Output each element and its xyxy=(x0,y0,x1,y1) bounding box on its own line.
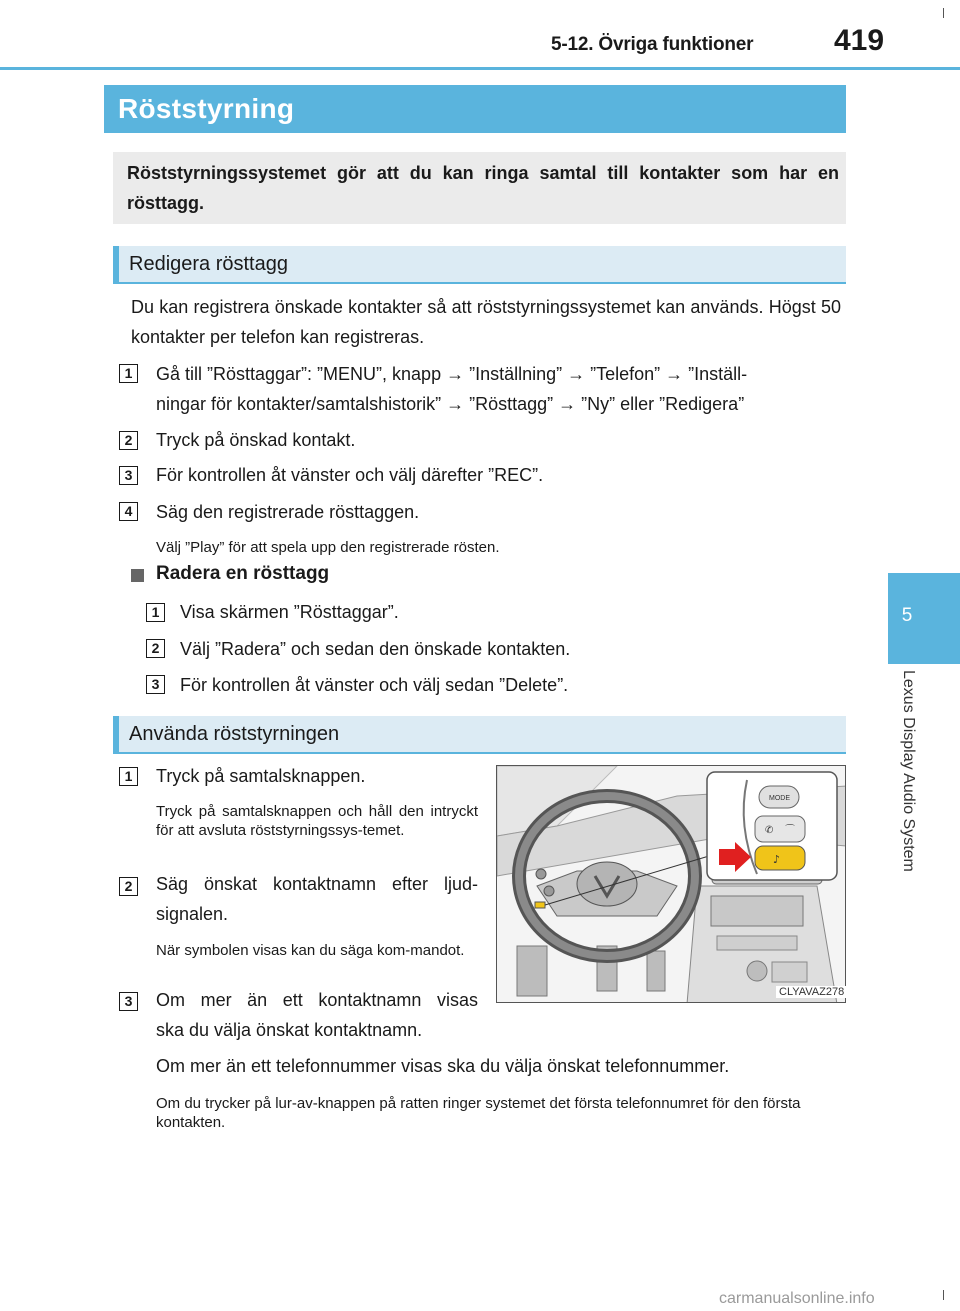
main-heading-bar xyxy=(104,85,846,133)
sub-heading: Radera en rösttagg xyxy=(156,563,330,584)
step-text: Säg den registrerade rösttaggen. xyxy=(156,502,420,522)
crop-mark xyxy=(943,1290,944,1300)
running-header-section: 5-12. Övriga funktioner xyxy=(551,34,754,55)
chapter-title: Lexus Display Audio System xyxy=(900,670,917,872)
step-text: Om mer än ett kontaktnamn visas xyxy=(156,990,478,1010)
step-note: Välj ”Play” för att spela upp den registrerade rösten. xyxy=(156,539,500,556)
substep-text: Visa skärmen ”Rösttaggar”. xyxy=(180,602,399,622)
step-note: När symbolen visas kan du säga kom-mandot. xyxy=(156,942,465,959)
step-text: ningar för kontakter/samtalshistorik” → ”Rösttagg” → ”Ny” eller ”Redigera” xyxy=(156,394,745,414)
main-heading: Röststyrning xyxy=(118,93,295,124)
header-rule xyxy=(0,67,960,70)
section2-paragraph: Om mer än ett telefonnummer visas ska du välja önskat telefonnummer. xyxy=(156,1056,730,1076)
step-text: Tryck på önskad kontakt. xyxy=(156,430,356,450)
step-number-box: 3 xyxy=(119,466,138,485)
section1-paragraph: Du kan registrera önskade kontakter så att röststyrningssystemet kan används. Högst 50 kontakter per telefon kan registreras. xyxy=(131,297,841,347)
intro-text: Röststyrningssystemet gör att du kan ringa samtal till kontakter som har en rösttagg. xyxy=(127,163,839,213)
substep-number-box: 3 xyxy=(146,675,165,694)
substep-text: Välj ”Radera” och sedan den önskade kontakten. xyxy=(180,639,571,659)
section2-note: Om du trycker på lur-av-knappen på ratten ringer systemet det första telefonnumret för den första kontakten. xyxy=(156,1095,801,1131)
step-text: Säg önskat kontaktnamn efter ljud- xyxy=(156,874,478,894)
step-number-box: 3 xyxy=(119,992,138,1011)
dashboard-drawing xyxy=(497,766,846,1003)
step-text: Gå till ”Rösttaggar”: ”MENU”, knapp → ”Inställning” → ”Telefon” → ”Inställ- xyxy=(156,364,748,384)
step-text: För kontrollen åt vänster och välj därefter ”REC”. xyxy=(156,465,544,485)
section-heading-use-voice-control xyxy=(113,716,846,754)
svg-text:♪: ♪ xyxy=(773,853,781,866)
step-number-box: 2 xyxy=(119,877,138,896)
section-heading-text: Använda röststyrningen xyxy=(129,723,340,745)
crop-mark xyxy=(943,8,944,18)
mode-button-label: MODE xyxy=(769,795,790,802)
chapter-number: 5 xyxy=(901,605,913,626)
figure-code-label: CLYAVAZ278 xyxy=(776,986,847,998)
step-note: Tryck på samtalsknappen och håll den intryckt för att avsluta röststyrningssys-temet. xyxy=(156,803,478,839)
substep-number-box: 2 xyxy=(146,639,165,658)
page-number: 419 xyxy=(834,24,885,57)
substep-text: För kontrollen åt vänster och välj sedan ”Delete”. xyxy=(180,675,569,695)
svg-text:✆: ✆ xyxy=(765,825,774,836)
step-number-box: 1 xyxy=(119,364,138,383)
svg-text:⌒: ⌒ xyxy=(785,825,795,836)
step-number-box: 1 xyxy=(119,767,138,786)
steering-wheel-illustration xyxy=(496,765,846,1003)
step-text: Tryck på samtalsknappen. xyxy=(156,766,366,786)
footer-watermark: carmanualsonline.info xyxy=(719,1290,875,1307)
chapter-title-vertical xyxy=(893,670,921,920)
substep-number-box: 1 xyxy=(146,603,165,622)
bullet-square-icon xyxy=(131,569,144,582)
step-text: ska du välja önskat kontaktnamn. xyxy=(156,1020,423,1040)
step-number-box: 2 xyxy=(119,431,138,450)
step-number-box: 4 xyxy=(119,502,138,521)
step-text: signalen. xyxy=(156,904,229,924)
section-heading-text: Redigera rösttagg xyxy=(129,253,288,275)
section-heading-edit-voice-tag xyxy=(113,246,846,284)
